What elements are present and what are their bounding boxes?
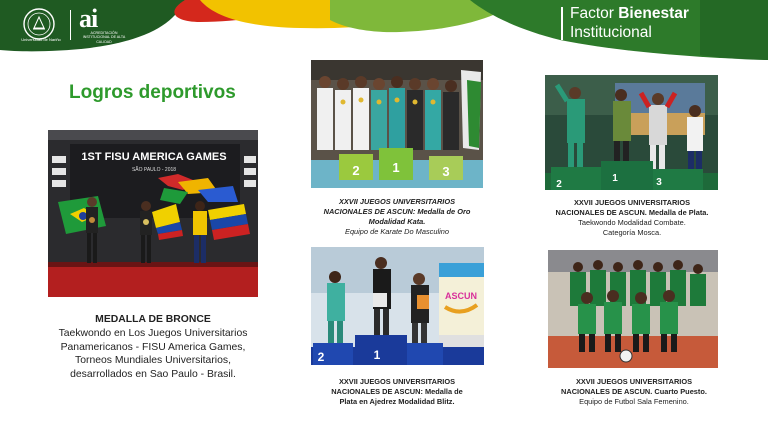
brand-divider — [561, 7, 563, 40]
brand-title-line2: Institucional — [570, 24, 652, 41]
header-banner — [0, 0, 768, 62]
podium-number-3: 3 — [656, 177, 662, 188]
caption-line: NACIONALES DE ASCUN. Medalla de Plata. — [555, 208, 709, 217]
caption-line: Equipo de Karate Do Masculino — [345, 227, 449, 236]
caption-karate — [308, 197, 486, 237]
brand-title-line1: Factor Bienestar — [570, 5, 689, 22]
accreditation-subtitle: ACREDITACIÓN INSTITUCIONAL DE ALTA CALIDAD — [82, 31, 126, 44]
caption-line: Categoría Mosca. — [602, 228, 662, 237]
caption-line: Taekwondo Modalidad Combate. — [578, 218, 686, 227]
caption-line: XXVII JUEGOS UNIVERSITARIOS — [338, 197, 456, 206]
main-caption-line: desarrollados en Sao Paulo - Brasil. — [70, 368, 236, 380]
podium-number-1: 1 — [392, 160, 400, 175]
main-caption-line: Panamericanos - FISU America Games, — [60, 341, 246, 353]
caption-line: XXVII JUEGOS UNIVERSITARIOS — [575, 377, 693, 386]
podium-number-2: 2 — [556, 179, 562, 190]
main-caption-heading: MEDALLA DE BRONCE — [95, 314, 211, 325]
banner-title: 1ST FISU AMERICA GAMES — [81, 151, 227, 163]
caption-line: Modalidad Kata. — [368, 217, 426, 226]
accreditation-logo: ai — [79, 4, 98, 33]
caption-line: Plata en Ajedrez Modalidad Blitz. — [339, 397, 455, 406]
caption-line: NACIONALES DE ASCUN: Medalla de Oro — [323, 207, 471, 216]
photo-fisu-america-games — [48, 130, 258, 297]
photo-karate-team — [311, 60, 483, 188]
main-caption-line: Taekwondo en Los Juegos Universitarios — [58, 328, 248, 340]
caption-futsal — [542, 377, 726, 407]
main-photo-caption — [48, 313, 258, 381]
podium-number-3: 3 — [442, 164, 450, 179]
podium-number-1: 1 — [373, 348, 381, 362]
banner-subtitle: SÃO PAULO - 2018 — [131, 167, 177, 173]
photo-taekwondo-podium — [545, 75, 718, 190]
caption-taekwondo — [540, 198, 724, 238]
main-caption-line: Torneos Mundiales Universitarios, — [75, 355, 231, 367]
podium-number-2: 2 — [352, 163, 360, 178]
caption-chess — [308, 377, 486, 407]
caption-line: Equipo de Futbol Sala Femenino. — [579, 397, 689, 406]
caption-line: XXVII JUEGOS UNIVERSITARIOS — [573, 198, 691, 207]
podium-number-1: 1 — [612, 173, 618, 184]
caption-line: NACIONALES DE ASCUN. Cuarto Puesto. — [561, 387, 707, 396]
photo-chess-podium — [311, 247, 484, 365]
university-name: Universidad de Nariño — [21, 37, 61, 42]
caption-line: XXVII JUEGOS UNIVERSITARIOS — [338, 377, 456, 386]
caption-line: NACIONALES DE ASCUN: Medalla de — [331, 387, 463, 396]
photo-futsal-team — [548, 250, 718, 368]
page-title: Logros deportivos — [69, 82, 236, 103]
ascun-sign-label: ASCUN — [444, 291, 478, 301]
logo-divider — [70, 10, 71, 40]
podium-number-2: 2 — [317, 350, 325, 364]
university-seal-icon — [22, 7, 56, 41]
